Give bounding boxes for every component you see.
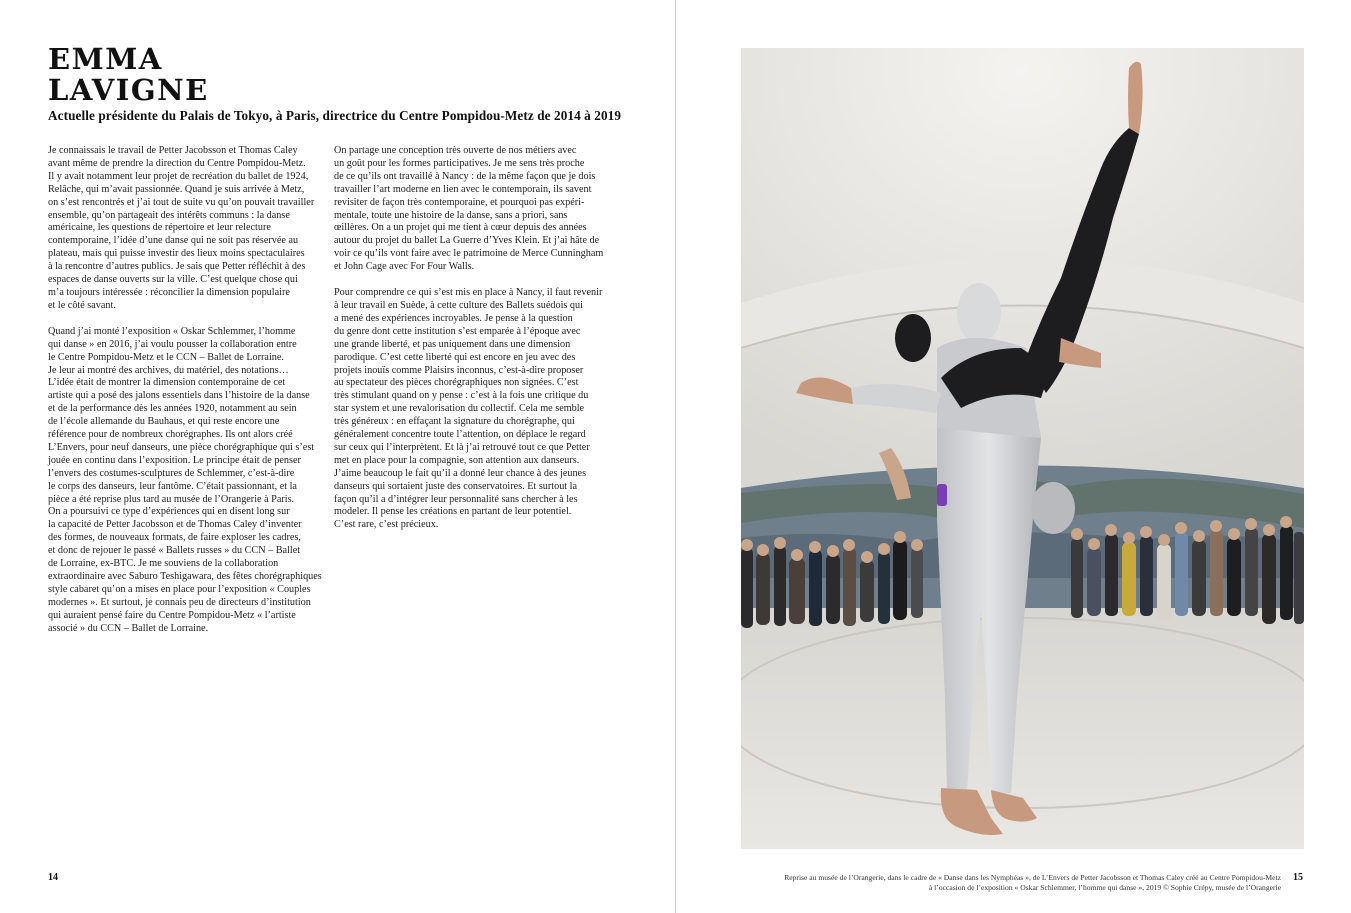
name-line-1: EMMA [48,42,163,76]
text-line: C’est rare, c’est précieux. [334,519,439,531]
name-line-2: LAVIGNE [48,73,209,107]
text-line: et le côté savant. [48,299,116,311]
text-line: et John Cage avec For Four Walls. [334,261,475,273]
text-line: façon qu’il a d’intégrer leur personnalité sans chercher à les [334,493,578,505]
text-line: associé » du CCN – Ballet de Lorraine. [48,622,209,634]
text-line: Je leur ai montré des archives, du matériel, des notations… [48,364,289,376]
text-line: Quand j’ai monté l’exposition « Oskar Schlemmer, l’homme [48,325,296,337]
text-line: m’a toujours intéressée : réconcilier la dimension populaire [48,286,290,298]
text-line: sur ceux qui l’interprètent. Et là j’ai retrouvé tout ce que Petter [334,441,590,453]
article-name [48,44,209,106]
text-line: œillères. On a un projet qui me tient à cœur depuis des années [334,222,587,234]
text-line: projets inouïs comme Plaisirs inconnus, c’est-à-dire proposer [334,364,584,376]
paragraph [334,287,612,532]
text-line: danseurs qui sortaient juste des conservatoires. Et surtout la [334,480,578,492]
text-line: avant même de prendre la direction du Centre Pompidou-Metz. [48,157,306,169]
text-line: contemporaine, l’idée d’une danse qui ne soit pas réservée au [48,235,299,247]
text-line: généralement concentre toute l’attention, on déplace le regard [334,429,586,441]
text-line: qui danse » en 2016, j’ai voulu pousser la collaboration entre [48,338,297,350]
right-page [676,0,1351,913]
text-line: Pour comprendre ce qui s’est mis en place à Nancy, il faut revenir [334,287,603,299]
text-line: qui auraient pensé faire du Centre Pompidou-Metz « l’artiste [48,609,296,621]
page-number-right: 15 [1293,872,1303,883]
text-line: on s’est rencontrés et j’ai tout de suite vu qu’on pouvait travailler [48,196,315,208]
text-line: l’envers des costumes-sculptures de Schlemmer, c’est-à-dire [48,467,295,479]
text-line: Il y avait notamment leur projet de recréation du ballet de 1924, [48,170,309,182]
text-line: On a poursuivi ce type d’expériences qui en disent long sur [48,506,290,518]
text-line: J’aime beaucoup le fait qu’il a donné leur chance à des jeunes [334,467,587,479]
text-line: voir ce qu’ils vont faire avec le patrimoine de Merce Cunningham [334,248,604,260]
text-line: très stimulant quand on y pense : c’est à la fois une critique du [334,390,589,402]
text-line: Je connaissais le travail de Petter Jacobsson et Thomas Caley [48,145,298,156]
page-number-left: 14 [48,872,58,883]
text-column-1 [48,145,326,649]
text-line: style cabaret qu’on a mises en place pour l’exposition « Couples [48,583,311,595]
text-line: américaine, les questions de répertoire et leur relecture [48,222,271,234]
text-line: des formes, de nouveaux formats, de faire exploser les cadres, [48,532,301,544]
text-line: espaces de danse ouverts sur la ville. C’est quelque chose qui [48,274,298,286]
text-line: à la rencontre d’autres publics. Je sais que Petter réfléchit à des [48,261,306,273]
text-line: star system et une revalorisation du collectif. Cela me semble [334,403,585,415]
text-line: Relâche, qui m’avait passionnée. Quand je suis arrivée à Metz, [48,183,305,195]
caption-line-1: Reprise au musée de l’Orangerie, dans le cadre de « Danse dans les Nymphéas », de L’Envers de Petter Jacobsson et Thomas Caley créé au Centre Pompidou-Metz [784,873,1281,882]
text-line: a mené des expériences incroyables. Je pense à la question [334,312,573,324]
text-line: de l’école allemande du Bauhaus, et qui reste encore une [48,416,280,428]
text-line: artiste qui a posé des jalons essentiels dans l’histoire de la danse [48,390,310,402]
text-line: travailler l’art moderne en lien avec le contemporain, ils savent [334,183,592,195]
text-line: une grande liberté, et pas uniquement dans une dimension [334,338,571,350]
text-line: L’idée était de montrer la dimension contemporaine de cet [48,377,286,389]
caption-line-2: à l’occasion de l’exposition « Oskar Schlemmer, l’homme qui danse », 2019 © Sophie Crépy, musée de l’Orangerie [928,883,1281,892]
text-line: modeler. Il pense les créations en partant de leur potentiel. [334,506,572,518]
text-line: met en place pour la compagnie, son attention aux danseurs. [334,454,580,466]
text-line: la capacité de Petter Jacobsson et de Thomas Caley d’inventer [48,519,302,531]
text-line: revisiter de façon très contemporaine, et pourquoi pas expéri- [334,196,585,208]
text-line: de Lorraine, ex-BTC. Je me souviens de la collaboration [48,558,279,570]
photo-illustration [741,48,1304,849]
text-line: ensemble, qu’on partageait des intérêts communs : la danse [48,209,290,221]
text-line: à leur travail en Suède, à cette culture des Ballets suédois qui [334,299,583,311]
text-line: modernes ». Et surtout, je connais peu de directeurs d’institution [48,596,311,608]
text-line: jouée en continu dans l’exposition. Le principe était de penser [48,454,301,466]
text-line: un goût pour les formes participatives. Je me sens très proche [334,157,585,169]
text-line: référence pour de nombreux chorégraphes. Ils ont alors créé [48,429,293,441]
text-line: autour du projet du ballet La Guerre d’Yves Klein. Et j’ai hâte de [334,235,600,247]
text-line: de ce qu’ils ont travaillé à Nancy : de la même façon que je dois [334,170,596,182]
text-line: pièce a été reprise plus tard au musée de l’Orangerie à Paris. [48,493,295,505]
text-line: et donc de rejouer le passé « Ballets russes » du CCN – Ballet [48,545,301,557]
text-line: très généreux : en effaçant la signature du chorégraphe, qui [334,416,575,428]
text-line: plateau, mais qui puisse investir des lieux moins spectaculaires [48,248,305,260]
dance-performance-photo [741,48,1304,849]
text-line: extraordinaire avec Saburo Teshigawara, des fêtes chorégraphiques [48,571,322,582]
text-line: parodique. C’est cette liberté qui est encore en jeu avec des [334,351,576,363]
text-line: du genre dont cette institution s’est emparée à l’époque avec [334,325,581,337]
text-line: mentale, toute une histoire de la danse, sans a priori, sans [334,209,568,221]
photo-caption [716,873,1281,893]
text-line: le corps des danseurs, leur fantôme. C’était passionnant, et la [48,480,297,492]
article-subtitle: Actuelle présidente du Palais de Tokyo, à Paris, directrice du Centre Pompidou-Metz de 2014 à 2019 [48,108,622,123]
text-line: On partage une conception très ouverte de nos métiers avec [334,145,577,156]
text-column-2 [334,145,612,545]
text-line: et de la performance dès les années 1920, notamment au sein [48,403,297,415]
paragraph [48,326,326,636]
paragraph [48,145,326,313]
paragraph [334,145,612,274]
text-line: au spectateur des pièces chorégraphiques non signées. C’est [334,377,579,389]
text-line: le Centre Pompidou-Metz et le CCN – Ballet de Lorraine. [48,351,284,363]
text-line: L’Envers, pour neuf danseurs, une pièce chorégraphique qui s’est [48,441,315,453]
